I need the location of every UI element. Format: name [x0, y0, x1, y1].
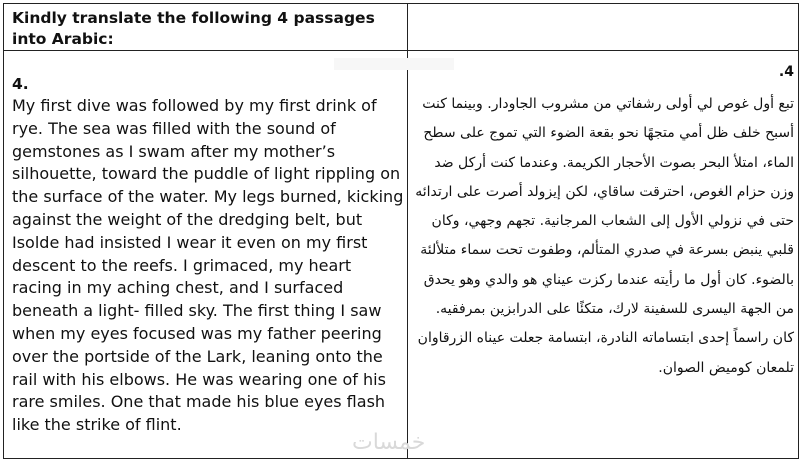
arabic-translation-text: تبع أول غوص لي أولى رشفاتي من مشروب الجاودار. وبينما كنت أسبح خلف ظل أمي متجهًا نحو بقعة الضوء التي تموج على سطح الماء، امتلأ البحر بصوت الأحجار الكريمة. وعندما كنت أركل ضد وزن حزام الغوص، احترقت ساقاي، لكن إيزولد أصرت على ارتدائه حتى في نزولي الأول إلى الشعاب المرجانية. تجهم وجهي، وكان قلبي ينبض بسرعة في صدري المتألم، وطفوت تحت سماء متلألئة بالضوء. كان أول ما رأيته عندما ركزت عيناي هو والدي وهو يحدق من الجهة اليسرى للسفينة لارك، متكئًا على الدرابزين بمرفقيه. كان راسماً إحدى ابتساماته النادرة، ابتسامة جعلت عيناه الزرقاوان تلمعان كوميض الصوان. [415, 96, 794, 376]
source-passage-cell [12, 74, 404, 437]
source-passage-text: My first dive was followed by my first drink of rye. The sea was filled with the sound of gemstones as I swam after my mother’s silhouette, toward the puddle of light rippling on the surface of the water. My legs burned, kicking against the weight of the dredging belt, but Isolde had insisted I wear it even on my first descent to the reefs. I grimaced, my heart racing in my aching chest, and I surfaced beneath a light- filled sky. The first thing I saw when my eyes focused was my father peering over the portside of the Lark, leaning onto the rail with his elbows. He was wearing one of his rare smiles. One that made his blue eyes flash like the strike of flint. [12, 96, 404, 435]
watermark-logo: خمسات [352, 430, 426, 455]
translation-table [3, 3, 799, 459]
column-divider [407, 4, 408, 458]
source-passage-number: 4. [12, 75, 29, 93]
arabic-translation-cell [414, 62, 794, 383]
instruction-heading: Kindly translate the following 4 passages into Arabic: [12, 9, 375, 48]
translation-passage-number: 4. [778, 64, 794, 80]
header-row-divider [4, 50, 798, 51]
